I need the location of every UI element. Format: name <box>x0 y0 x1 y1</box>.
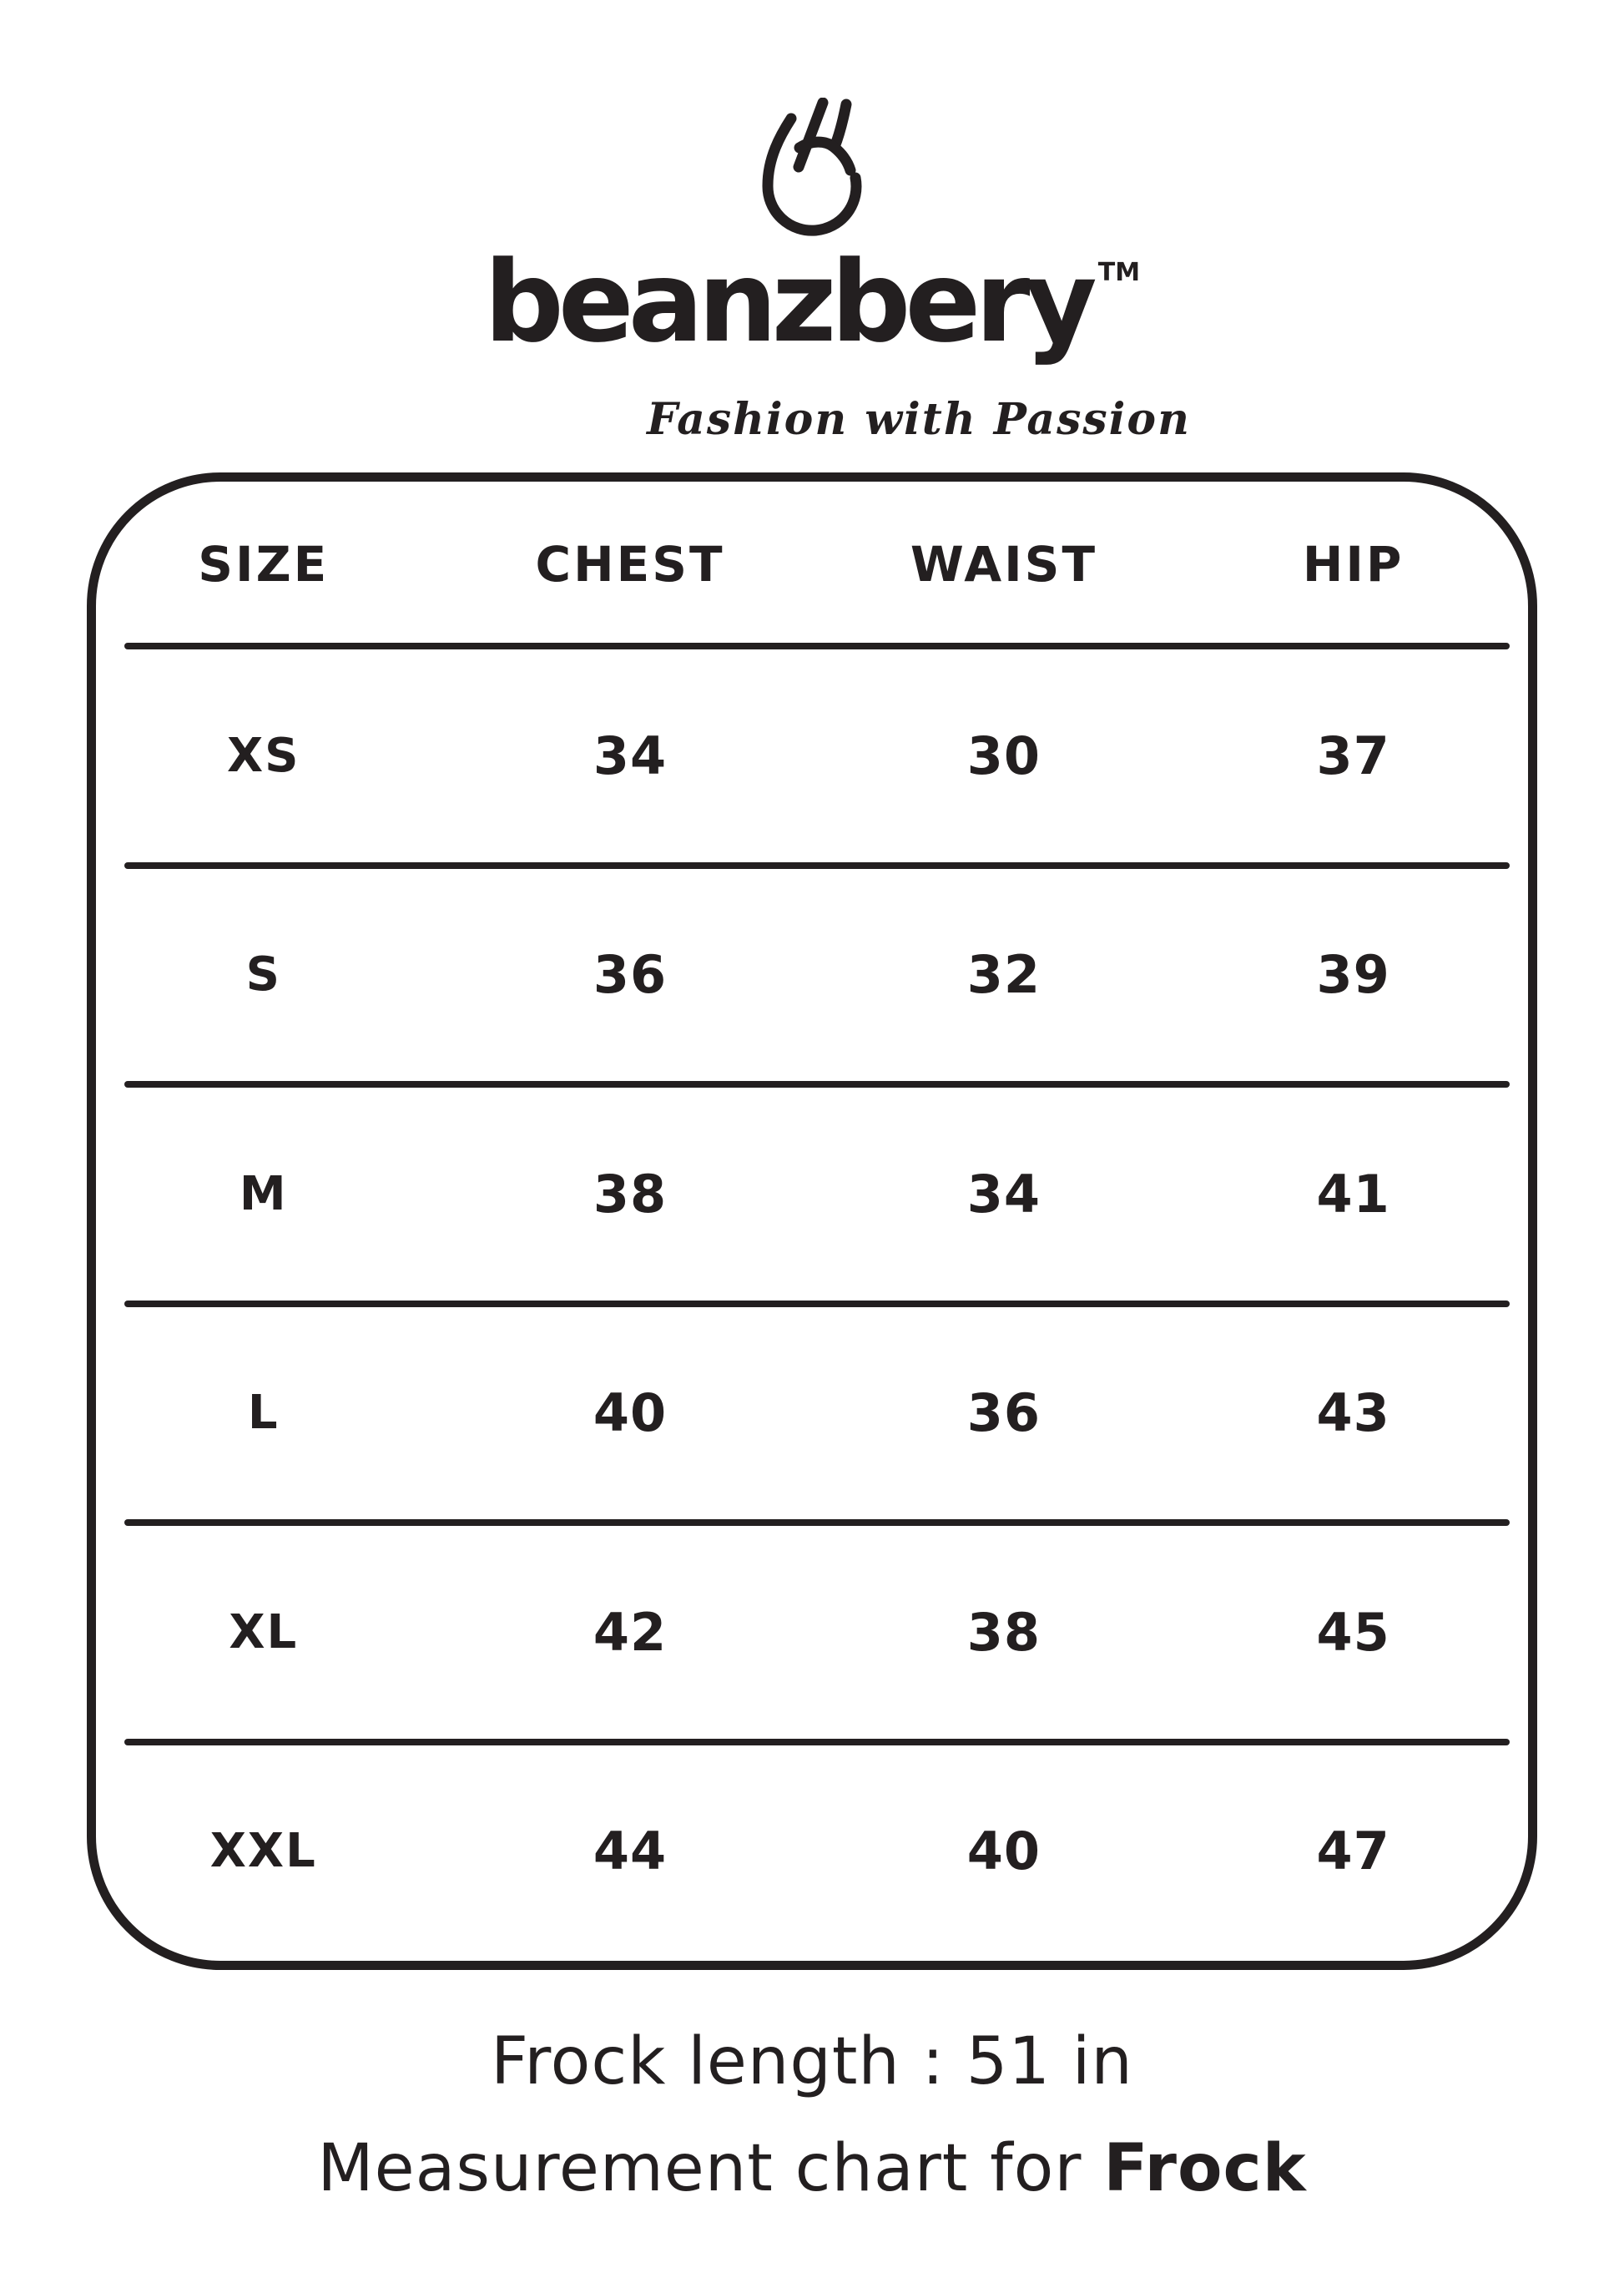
column-header-size: SIZE <box>198 535 330 593</box>
cell-size: S <box>245 947 281 1003</box>
cell-chest: 34 <box>593 725 668 786</box>
brand-wordmark <box>0 237 1624 389</box>
cell-waist: 36 <box>966 1382 1041 1444</box>
column-header-waist: WAIST <box>910 535 1098 593</box>
logo-middle-finger-stroke <box>799 103 823 167</box>
cell-size: XL <box>229 1604 299 1659</box>
cell-chest: 42 <box>593 1601 668 1663</box>
table-row-m <box>96 1084 1528 1304</box>
cell-size: L <box>247 1386 280 1441</box>
cell-waist: 38 <box>966 1601 1041 1663</box>
garment-name: Frock <box>1103 2131 1307 2206</box>
cell-hip: 37 <box>1316 725 1390 786</box>
table-row-xs <box>96 646 1528 866</box>
cell-hip: 45 <box>1316 1601 1390 1663</box>
brand-hand-logo-icon <box>758 98 868 241</box>
table-row-s <box>96 866 1528 1085</box>
cell-waist: 30 <box>966 725 1041 786</box>
measurement-chart-note-prefix: Measurement chart for <box>317 2131 1104 2206</box>
brand-name: beanzbery <box>483 237 1092 367</box>
table-row-xxl <box>96 1742 1528 1962</box>
column-header-chest: CHEST <box>535 535 725 593</box>
cell-chest: 36 <box>593 944 668 1006</box>
cell-chest: 44 <box>593 1821 668 1882</box>
measurement-chart-note <box>0 2115 1624 2222</box>
trademark-symbol: TM <box>1097 258 1141 287</box>
cell-size: XS <box>227 728 300 783</box>
brand-tagline: Fashion with Passion <box>647 394 1191 445</box>
cell-hip: 39 <box>1316 944 1390 1006</box>
footer-notes <box>0 2008 1624 2222</box>
cell-chest: 40 <box>593 1382 668 1444</box>
cell-waist: 32 <box>966 944 1041 1006</box>
cell-hip: 43 <box>1316 1382 1390 1444</box>
frock-length-note: Frock length : 51 in <box>491 2024 1133 2099</box>
table-header-row <box>96 482 1528 646</box>
column-header-hip: HIP <box>1302 535 1405 593</box>
cell-hip: 41 <box>1316 1163 1390 1225</box>
measurement-table <box>87 472 1537 1970</box>
logo-index-finger-stroke <box>835 104 846 147</box>
cell-size: M <box>239 1166 288 1221</box>
cell-size: XXL <box>209 1824 317 1879</box>
cell-chest: 38 <box>593 1163 668 1225</box>
cell-waist: 34 <box>966 1163 1041 1225</box>
cell-hip: 47 <box>1316 1821 1390 1882</box>
table-row-xl <box>96 1523 1528 1742</box>
cell-waist: 40 <box>966 1821 1041 1882</box>
table-row-l <box>96 1304 1528 1523</box>
